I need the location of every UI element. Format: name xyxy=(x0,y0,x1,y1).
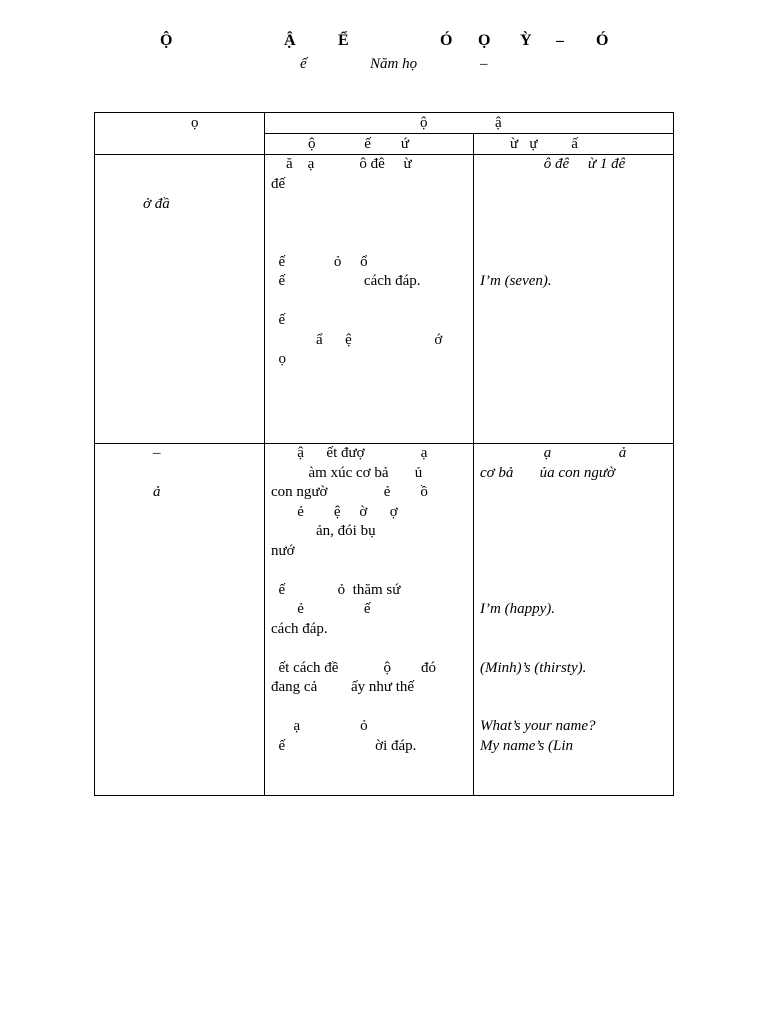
page-title xyxy=(0,32,768,56)
row1-col2-text: ă ạ ô đê ừ đế ế ỏ ổ ế cách đáp. ế ẩ ệ ớ ọ xyxy=(271,156,443,367)
header-cell-merged: ộ ậ xyxy=(420,115,502,131)
header-cell-col3: ừ ự ấ xyxy=(510,136,578,152)
table-col-divider xyxy=(264,113,265,795)
title-glyph: Ó xyxy=(440,32,453,49)
row1-col3-text: ô đê ừ 1 đê I’m (seven). xyxy=(480,156,626,289)
title-glyph: Ộ xyxy=(160,32,173,49)
row2-col2-text: ậ ết đượ ạ àm xúc cơ bả ủ con ngườ ẻ ồ ẻ ệ ờ ợ ản, đói bụ nướ ế ỏ thăm sứ ẻ ế cách đáp. ết cách đề ộ đó đang cả ấy như thế ạ ỏ ế ời đáp. xyxy=(271,445,436,754)
table-col-divider xyxy=(473,134,474,795)
title-glyph: – xyxy=(556,32,564,49)
lesson-table xyxy=(94,112,674,796)
header-cell-col2: ộ ế ứ xyxy=(308,136,410,152)
title-glyph: Ậ xyxy=(284,32,296,49)
title-glyph: Ó xyxy=(596,32,609,49)
subtitle-glyph: ế xyxy=(300,56,307,72)
page-subtitle xyxy=(0,56,768,76)
row1-col1-text: ở đầ xyxy=(143,196,170,212)
subtitle-year-label: Năm họ xyxy=(370,56,418,72)
header-cell-col1: ọ xyxy=(191,115,199,131)
title-glyph: Ọ xyxy=(478,32,491,49)
title-glyph: Ỳ xyxy=(520,32,532,49)
subtitle-glyph: – xyxy=(480,56,488,72)
title-glyph: Ể xyxy=(338,32,349,49)
row2-col1-text: – ả xyxy=(153,445,161,500)
row2-col3-text: ạ ả cơ bả ủa con ngườ I’m (happy). (Minh)’s (thirsty). What’s your name? My name’s (Lin xyxy=(480,445,627,754)
